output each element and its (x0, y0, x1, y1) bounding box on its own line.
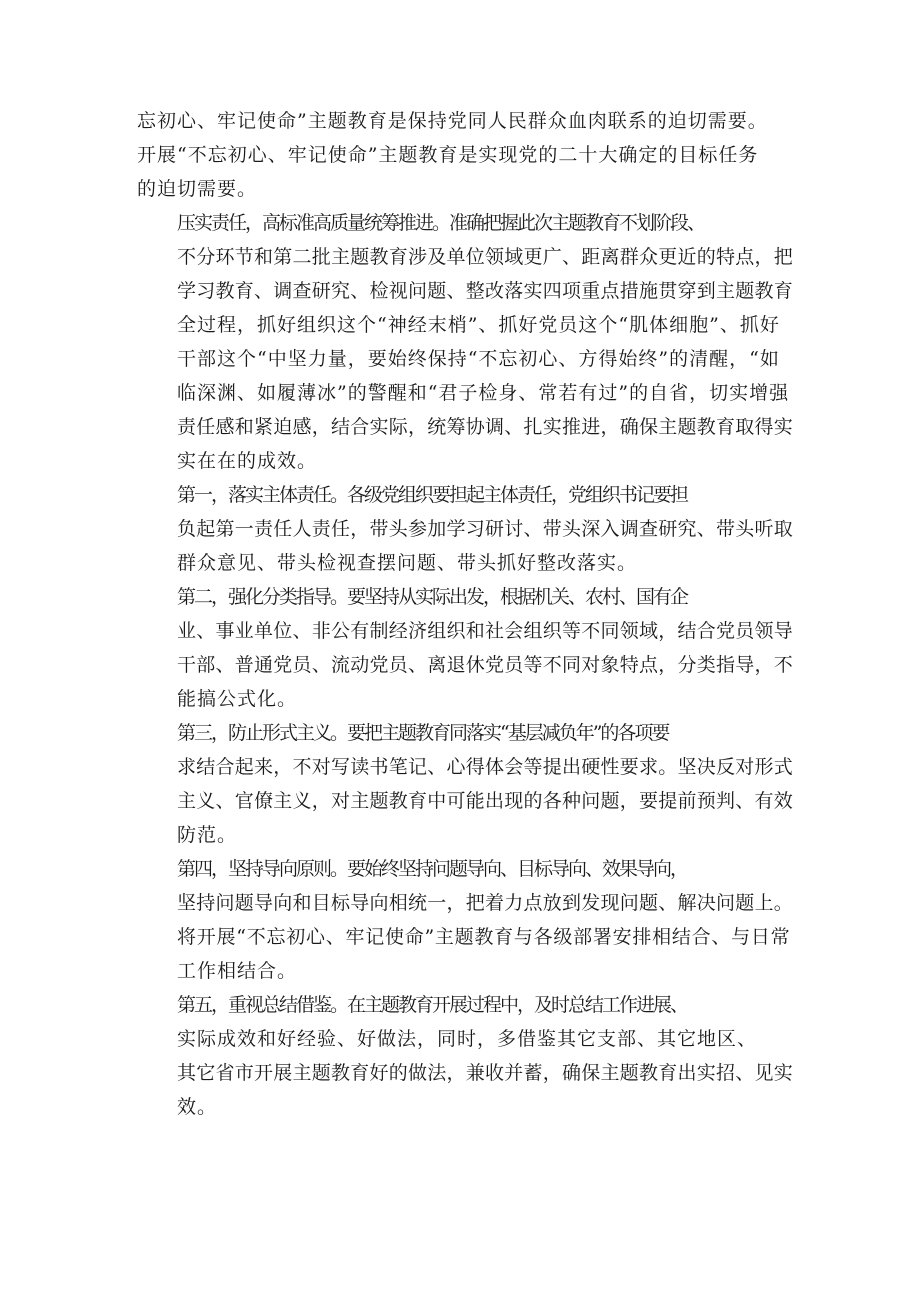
document-page (137, 104, 797, 1124)
text-line: 工作相结合。 (177, 960, 298, 982)
paragraph-p5 (137, 852, 797, 988)
text-line: 群众意见、带头检视查摆问题、带头抓好整改落实。 (177, 552, 638, 574)
text-line: 其它省市开展主题教育好的做法，兼收并蓄，确保主题教育出实招、见实 (177, 1062, 794, 1084)
text-line: 不分环节和第二批主题教育涉及单位领域更广、距离群众更近的特点，把 (177, 246, 794, 268)
text-line: 的迫切需要。 (137, 178, 258, 200)
text-line: 第五，重视总结借鉴。在主题教育开展过程中，及时总结工作进展、 (177, 994, 688, 1016)
text-line: 第二，强化分类指导。要坚持从实际出发，根据机关、农村、国有企 (177, 586, 688, 608)
text-line: 业、事业单位、非公有制经济组织和社会组织等不同领域，结合党员领导 (177, 620, 794, 642)
text-line: 第一，落实主体责任。各级党组织要担起主体责任，党组织书记要担 (177, 484, 688, 506)
paragraph-p1 (137, 206, 797, 478)
text-line: 负起第一责任人责任，带头参加学习研讨、带头深入调查研究、带头听取 (177, 518, 794, 540)
text-line: 将开展“不忘初心、牢记使命”主题教育与各级部署安排相结合、与日常 (177, 926, 791, 948)
text-line: 实在在的成效。 (177, 450, 318, 472)
text-line: 坚持问题导向和目标导向相统一，把着力点放到发现问题、解决问题上。 (177, 892, 794, 914)
text-line: 责任感和紧迫感，结合实际，统筹协调、扎实推进，确保主题教育取得实 (177, 416, 794, 438)
text-line: 临深渊、如履薄冰”的警醒和“君子检身、常若有过”的自省，切实增强 (177, 382, 790, 404)
paragraph-p4 (137, 716, 797, 852)
text-line: 第三，防止形式主义。要把主题教育同落实“基层减负年”的各项要 (177, 722, 669, 744)
text-line: 能搞公式化。 (177, 688, 298, 710)
text-line: 求结合起来，不对写读书笔记、心得体会等提出硬性要求。坚决反对形式 (177, 756, 794, 778)
text-line: 实际成效和好经验、好做法，同时，多借鉴其它支部、其它地区、 (177, 1028, 758, 1050)
text-line: 效。 (177, 1096, 218, 1118)
paragraph-p0 (137, 104, 797, 206)
paragraph-p3 (137, 580, 797, 716)
text-line: 全过程，抓好组织这个“神经末梢”、抓好党员这个“肌体细胞”、抓好 (177, 314, 780, 336)
text-line: 开展“不忘初心、牢记使命”主题教育是实现党的二十大确定的目标任务 (137, 144, 759, 166)
paragraph-p2 (137, 478, 797, 580)
text-line: 干部这个“中坚力量，要始终保持“不忘初心、方得始终”的清醒，“如 (177, 348, 780, 370)
text-line: 忘初心、牢记使命”主题教育是保持党同人民群众血肉联系的迫切需要。 (137, 110, 768, 132)
paragraph-p6 (137, 988, 797, 1124)
text-line: 主义、官僚主义，对主题教育中可能出现的各种问题，要提前预判、有效 (177, 790, 794, 812)
text-line: 学习教育、调查研究、检视问题、整改落实四项重点措施贯穿到主题教育 (177, 280, 794, 302)
text-line: 压实责任，高标准高质量统筹推进。准确把握此次主题教育不划阶段、 (177, 212, 705, 234)
text-line: 防范。 (177, 824, 238, 846)
text-line: 第四，坚持导向原则。要始终坚持问题导向、目标导向、效果导向， (177, 858, 688, 880)
text-line: 干部、普通党员、流动党员、离退休党员等不同对象特点，分类指导，不 (177, 654, 794, 676)
